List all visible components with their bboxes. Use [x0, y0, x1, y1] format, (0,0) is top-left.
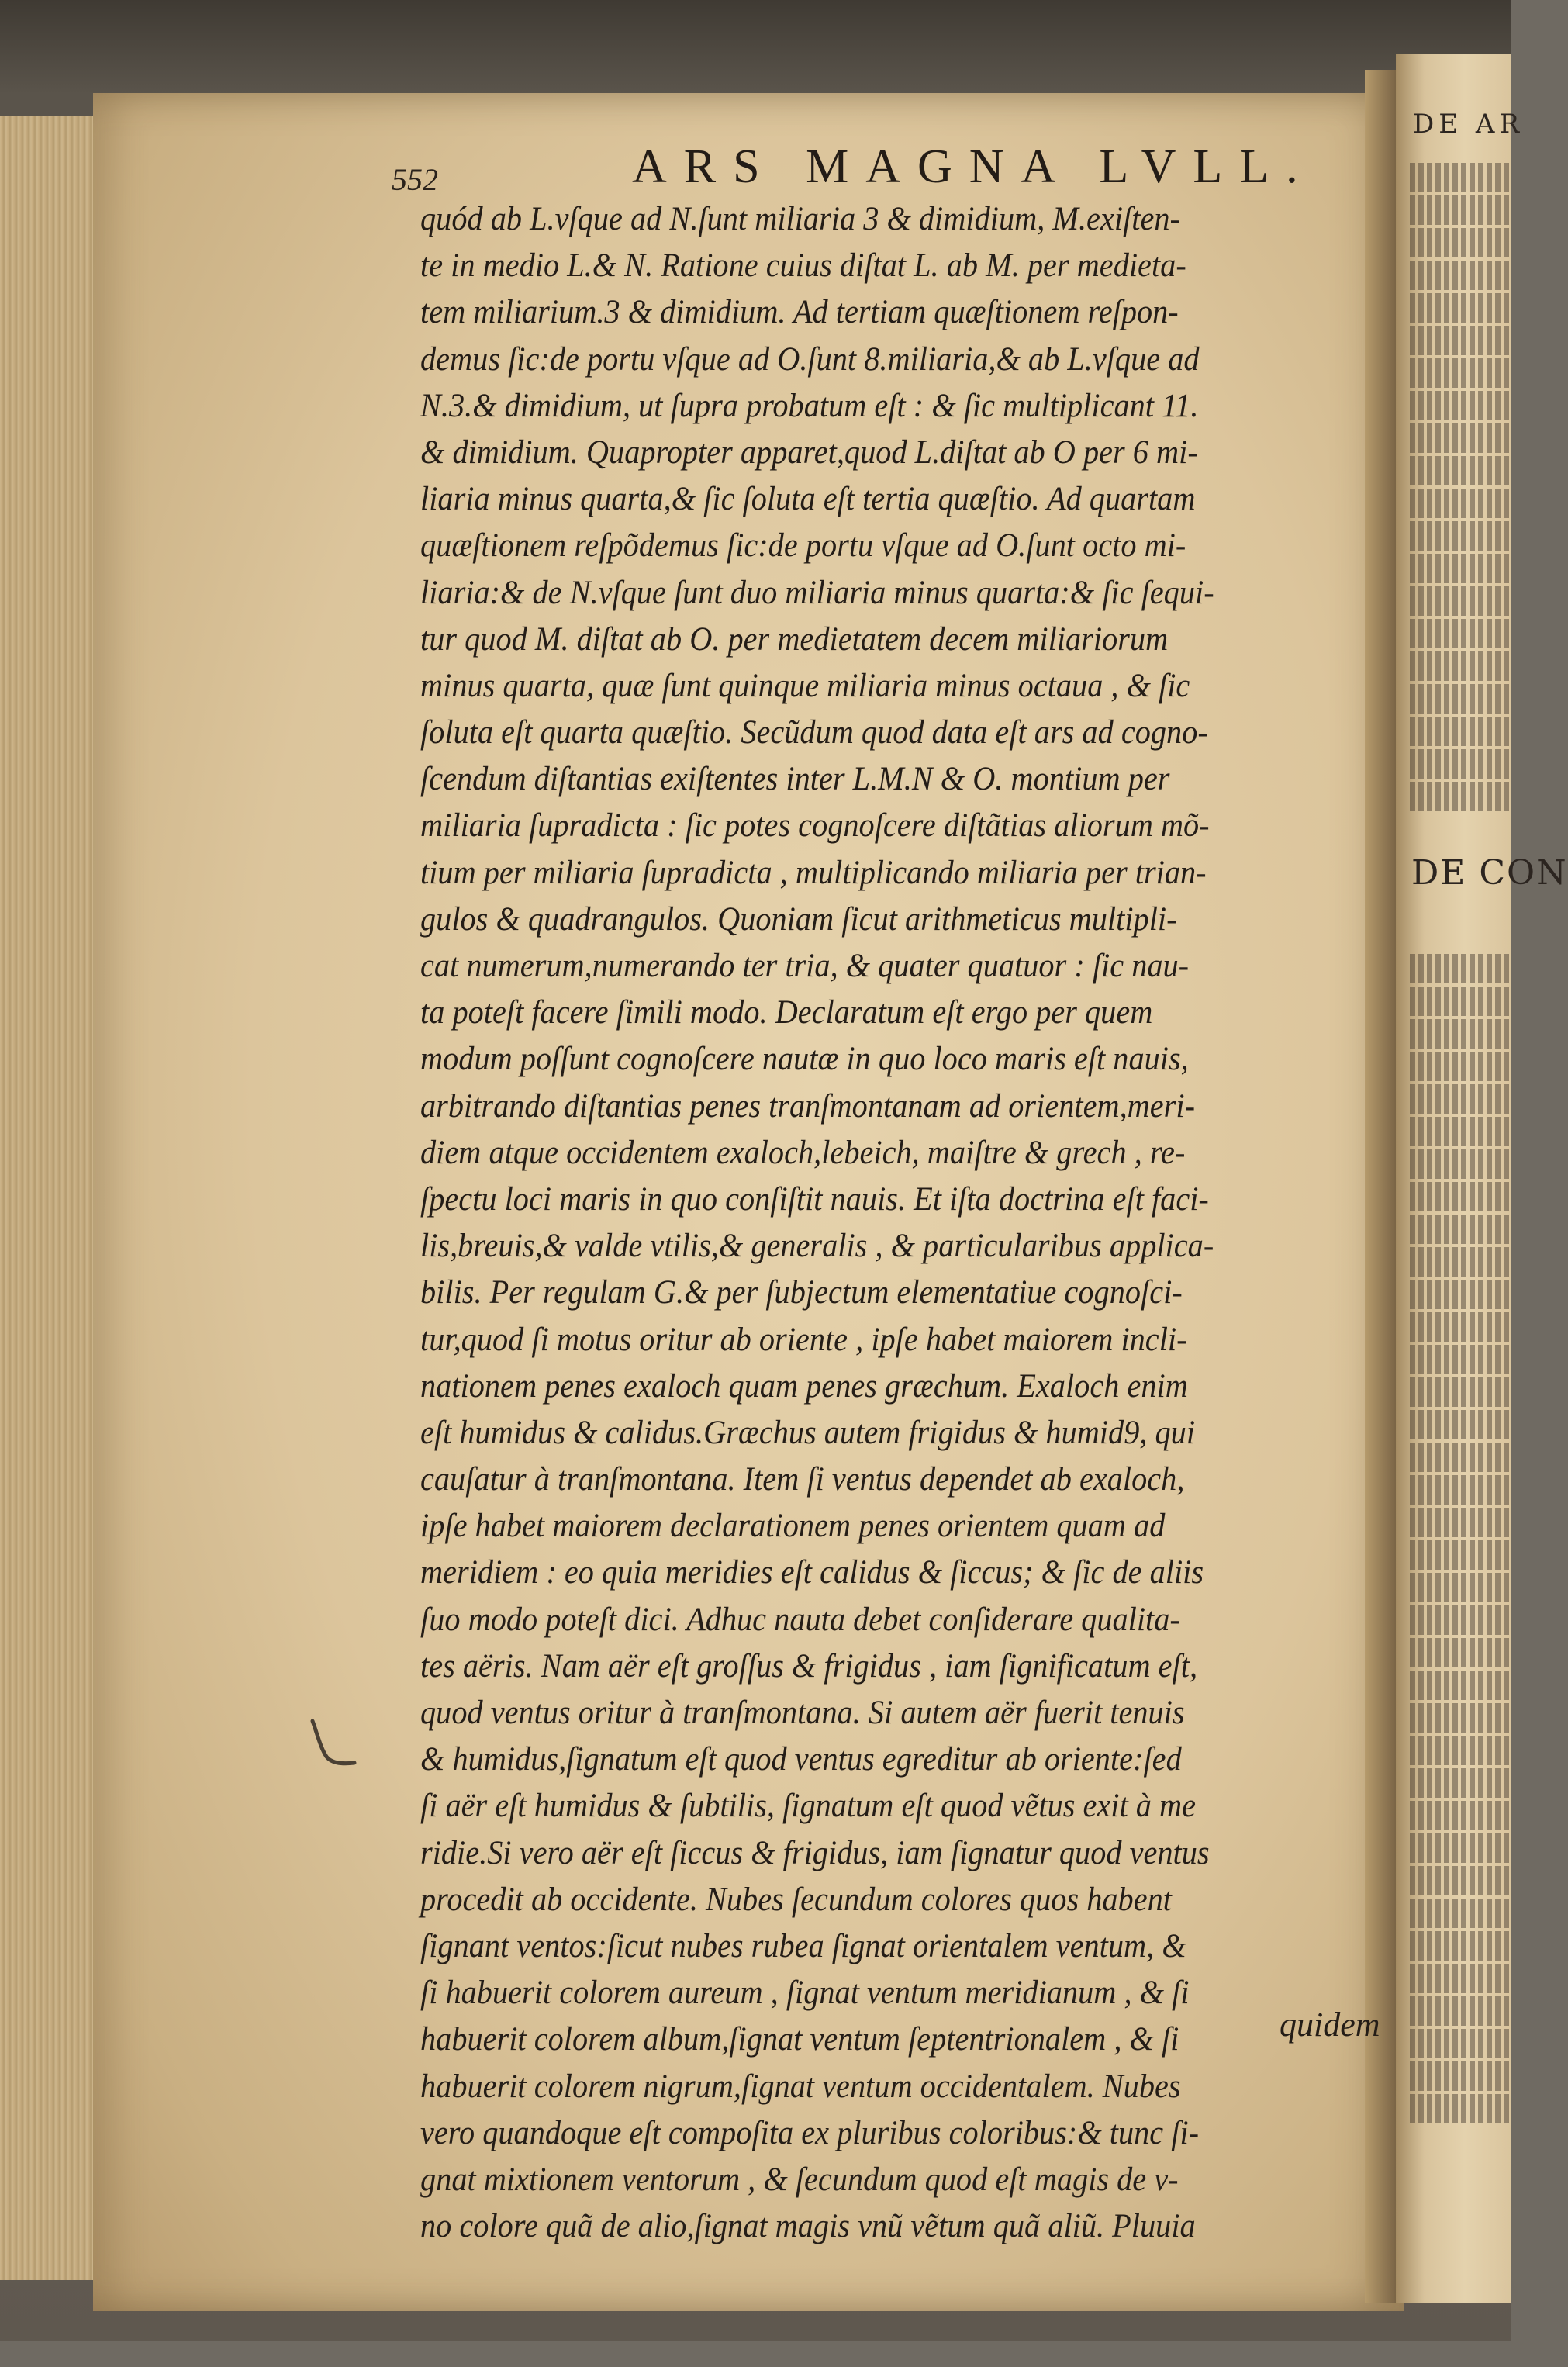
- page-number: 552: [392, 162, 438, 197]
- text-line: miliaria ſupradicta : ſic potes cognoſcere diſtãtias aliorum mõ-: [420, 807, 1210, 845]
- text-line: lis,breuis,& valde vtilis,& generalis , & particularibus applica-: [420, 1227, 1214, 1265]
- text-line: habuerit colorem nigrum,ſignat ventum occidentalem. Nubes: [420, 2067, 1181, 2105]
- text-line: ſoluta eſt quarta quæſtio. Secũdum quod data eſt ars ad cogno-: [420, 714, 1208, 752]
- text-line: ſcendum diſtantias exiſtentes inter L.M.N & O. montium per: [420, 760, 1170, 798]
- text-line: quæſtionem reſpõdemus ſic:de portu vſque ad O.ſunt octo mi-: [420, 527, 1186, 565]
- text-line: no colore quã de alio,ſignat magis vnũ vẽtum quã aliũ. Pluuia: [420, 2207, 1196, 2245]
- text-line: vero quandoque eſt compoſita ex pluribus coloribus:& tunc ſi-: [420, 2113, 1200, 2151]
- text-line: nationem penes exaloch quam penes græchum. Exaloch enim: [420, 1367, 1188, 1405]
- text-line: tem miliarium.3 & dimidium. Ad tertiam quæſtionem reſpon-: [420, 293, 1179, 331]
- text-line: & humidus,ſignatum eſt quod ventus egreditur ab oriente:ſed: [420, 1740, 1182, 1778]
- text-line: te in medio L.& N. Ratione cuius diſtat L. ab M. per medieta-: [420, 247, 1186, 285]
- text-line: ſignant ventos:ſicut nubes rubea ſignat orientalem ventum, &: [420, 1926, 1186, 1964]
- body-text: [420, 195, 1428, 2367]
- text-line: tes aëris. Nam aër eſt groſſus & frigidus , iam ſignificatum eſt,: [420, 1647, 1198, 1685]
- text-line: procedit ab occidente. Nubes ſecundum colores quos habent: [420, 1880, 1172, 1918]
- text-line: modum poſſunt cognoſcere nautæ in quo loco maris eſt nauis,: [420, 1040, 1189, 1078]
- facing-page-header: DE AR: [1413, 109, 1525, 140]
- text-line: ridie.Si vero aër eſt ſiccus & frigidus, iam ſignatur quod ventus: [420, 1833, 1210, 1871]
- text-line: gnat mixtionem ventorum , & ſecundum quod eſt magis de v-: [420, 2160, 1179, 2198]
- text-line: minus quarta, quæ ſunt quinque miliaria minus octaua , & ſic: [420, 666, 1190, 704]
- text-line: demus ſic:de portu vſque ad O.ſunt 8.miliaria,& ab L.vſque ad: [420, 340, 1200, 378]
- text-line: ta poteſt facere ſimili modo. Declaratum eſt ergo per quem: [420, 993, 1153, 1031]
- text-line: quód ab L.vſque ad N.ſunt miliaria 3 & dimidium, M.exiſten-: [420, 200, 1180, 237]
- facing-page-heading: DE CON: [1411, 853, 1568, 893]
- catchword: quidem: [1280, 2006, 1380, 2044]
- text-line: ipſe habet maiorem declarationem penes orientem quam ad: [420, 1507, 1166, 1545]
- text-line: ſpectu loci maris in quo conſiſtit nauis. Et iſta doctrina eſt faci-: [420, 1180, 1209, 1218]
- text-line: ſuo modo poteſt dici. Adhuc nauta debet conſiderare qualita-: [420, 1600, 1180, 1638]
- text-line: liaria minus quarta,& ſic ſoluta eſt tertia quæſtio. Ad quartam: [420, 480, 1196, 518]
- text-line: ſi habuerit colorem aureum , ſignat ventum meridianum , & ſi: [420, 1974, 1190, 2012]
- text-line: & dimidium. Quapropter apparet,quod L.diſtat ab O per 6 mi-: [420, 433, 1198, 471]
- text-line: cauſatur à tranſmontana. Item ſi ventus dependet ab exaloch,: [420, 1460, 1185, 1498]
- text-line: eſt humidus & calidus.Græchus autem frigidus & humid9, qui: [420, 1413, 1196, 1451]
- text-line: cat numerum,numerando ter tria, & quater quatuor : ſic nau-: [420, 947, 1190, 984]
- text-line: arbitrando diſtantias penes tranſmontanam ad orientem,meri-: [420, 1087, 1196, 1125]
- text-line: quod ventus oritur à tranſmontana. Si autem aër fuerit tenuis: [420, 1694, 1185, 1731]
- text-line: gulos & quadrangulos. Quoniam ſicut arithmeticus multipli-: [420, 900, 1177, 938]
- text-line: habuerit colorem album,ſignat ventum ſeptentrionalem , & ſi: [420, 2020, 1179, 2058]
- text-line: tium per miliaria ſupradicta , multiplicando miliaria per trian-: [420, 853, 1207, 891]
- text-line: tur,quod ſi motus oritur ab oriente , ipſe habet maiorem incli-: [420, 1320, 1187, 1358]
- running-title: ARS MAGNA LVLL.: [632, 140, 1315, 193]
- text-line: ſi aër eſt humidus & ſubtilis, ſignatum eſt quod vẽtus exit à me: [420, 1787, 1197, 1825]
- text-line: N.3.& dimidium, ut ſupra probatum eſt : & ſic multiplicant 11.: [420, 386, 1199, 424]
- text-line: meridiem : eo quia meridies eſt calidus & ſiccus; & ſic de aliis: [420, 1553, 1204, 1591]
- text-line: bilis. Per regulam G.& per ſubjectum elementatiue cognoſci-: [420, 1273, 1183, 1311]
- text-line: tur quod M. diſtat ab O. per medietatem decem miliariorum: [420, 620, 1169, 658]
- text-line: diem atque occidentem exaloch,lebeich, maiſtre & grech , re-: [420, 1133, 1186, 1171]
- text-line: liaria:& de N.vſque ſunt duo miliaria minus quarta:& ſic ſequi-: [420, 573, 1214, 611]
- pencil-mark: [306, 1718, 361, 1772]
